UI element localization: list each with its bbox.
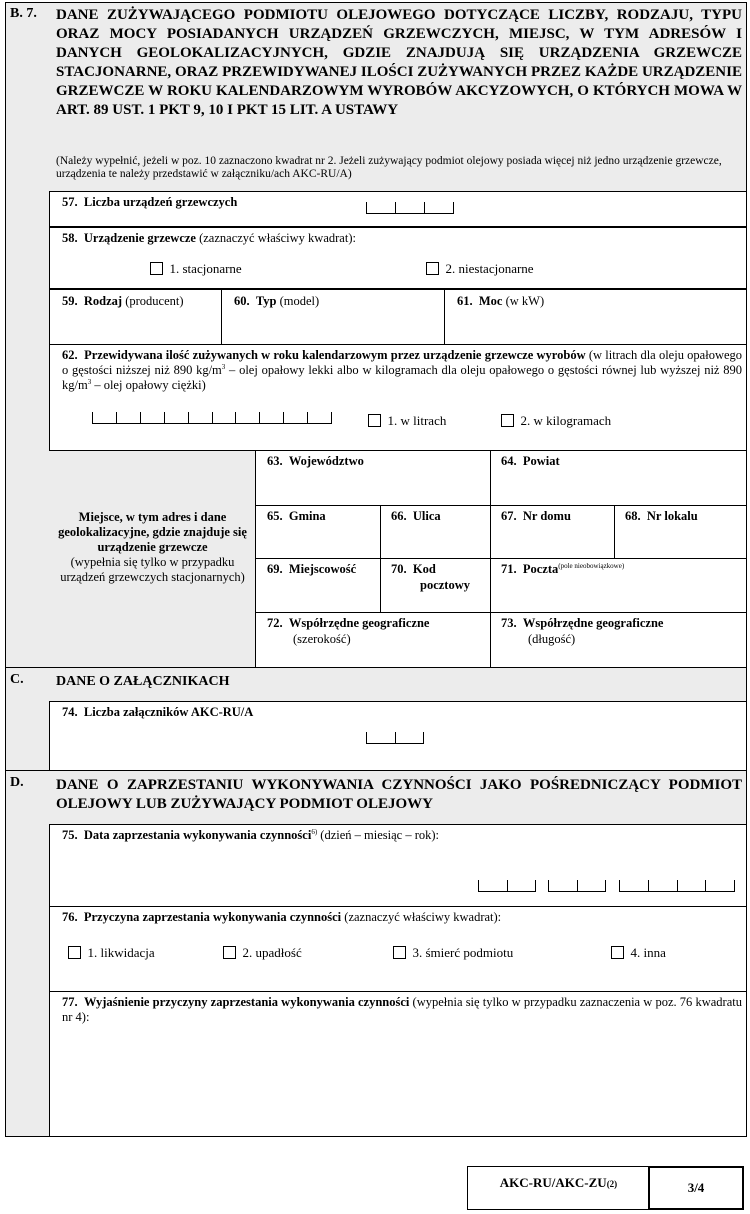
section-d-title: DANE O ZAPRZESTANIU WYKONYWANIA CZYNNOŚCI JAKO POŚREDNICZĄCY PODMIOT OLEJOWY LUB ZUŻYWAJĄCY PODMIOT OLEJOWY [56,777,742,812]
day-comb-input[interactable] [478,880,536,892]
field-75 [49,824,747,907]
field-70-number: 70. [391,562,407,576]
field-63-label: Województwo [288,454,364,468]
field-71-number: 71. [501,562,517,576]
field-61-label: Moc [478,294,503,308]
footer-form-box [467,1166,648,1210]
field-62-hint-a: (w litrach dla oleju opałowego o gęstości niższej niż 890 kg/m [62,348,743,377]
field-71-optional-note: (pole nieobowiązkowe) [558,561,625,570]
field-68-number: 68. [625,509,641,523]
section-b7-note: (Należy wypełnić, jeżeli w poz. 10 zaznaczono kwadrat nr 2. Jeżeli zużywający podmiot olejowy posiada więcej niż jedno urządzenie grzewcze, urządzenia te należy przedstawić w załączniku/ach AKC-RU/A) [56,155,722,180]
field-58-label: Urządzenie grzewcze [83,231,196,245]
other-label: 4. inna [630,945,666,960]
field-75-label: Data zaprzestania wykonywania czynności [83,828,312,842]
section-d-number: D. [10,775,24,790]
field-62-sup-2: 3 [87,377,92,386]
field-65[interactable] [255,505,381,559]
field-69[interactable] [255,558,381,613]
field-76-number: 76. [62,910,78,924]
field-69-number: 69. [267,562,283,576]
year-comb-input[interactable] [619,880,735,892]
field-60[interactable] [221,289,445,345]
non-stationary-label: 2. niestacjonarne [445,261,534,276]
field-64[interactable] [490,450,747,506]
field-60-label: Typ [255,294,277,308]
field-68[interactable] [614,505,747,559]
field-61-number: 61. [457,294,473,308]
field-76-hint: (zaznaczyć właściwy kwadrat): [341,910,502,924]
place-label-note: (wypełnia się tylko w przypadku urządzeń grzewczych stacjonarnych) [60,555,245,584]
place-label [49,510,256,585]
liquidation-checkbox[interactable] [68,946,81,959]
field-58-number: 58. [62,231,78,245]
field-74-label: Liczba załączników AKC-RU/A [83,705,254,719]
place-label-bold: Miejsce, w tym adres i dane geolokalizacyjne, gdzie znajduje się urządzenie grzewcze [58,510,247,554]
death-label: 3. śmierć podmiotu [412,945,514,960]
section-c-number: C. [10,672,24,687]
field-66[interactable] [380,505,491,559]
field-74[interactable] [49,701,747,771]
section-b7-number: B. 7. [10,6,37,21]
field-70[interactable] [380,558,491,613]
field-62-number: 62. [62,348,78,362]
stationary-checkbox[interactable] [150,262,163,275]
field-60-number: 60. [234,294,250,308]
field-75-footnote: 6) [311,827,318,836]
field-59-label: Rodzaj [83,294,123,308]
field-57-number: 57. [62,195,78,209]
field-67[interactable] [490,505,615,559]
liquidation-label: 1. likwidacja [87,945,155,960]
field-77-hint: (wypełnia się tylko w przypadku zaznaczenia w poz. 76 kwadratu nr 4): [62,995,742,1024]
stationary-label: 1. stacjonarne [169,261,242,276]
footer-page-box [648,1166,744,1210]
field-68-label: Nr lokalu [646,509,698,523]
field-73-label: Współrzędne geograficzne [522,616,664,630]
page-number: 3/4 [687,1180,705,1195]
field-76-label: Przyczyna zaprzestania wykonywania czynności [83,910,342,924]
field-70-label-a: Kod [412,562,436,576]
field-59[interactable] [49,289,222,345]
field-71-label: Poczta [522,562,559,576]
field-59-number: 59. [62,294,78,308]
field-74-comb-input[interactable] [366,732,424,744]
field-67-label: Nr domu [522,509,571,523]
field-72-hint: (szerokość) [293,632,351,646]
liters-checkbox[interactable] [368,414,381,427]
field-73-number: 73. [501,616,517,630]
month-comb-input[interactable] [548,880,606,892]
section-b7-title: DANE ZUŻYWAJĄCEGO PODMIOTU OLEJOWEGO DOTYCZĄCE LICZBY, RODZAJU, TYPU ORAZ MOCY POSIADANYCH URZĄDZEŃ GRZEWCZYCH, MIEJSC, W TYM ADRESÓW I DANYCH GEOLOKALIZACYJNYCH, GDZIE ZNAJDUJĄ SIĘ URZĄDZENIA GRZEWCZE STACJONARNE, ORAZ PRZEWIDYWANEJ ILOŚCI ZUŻYWANYCH PRZEZ KAŻDE URZĄDZENIE GRZEWCZE W ROKU KALENDARZOWYM WYROBÓW AKCYZOWYCH, O KTÓRYCH MOWA W ART. 89 UST. 1 PKT 9, 10 I PKT 15 LIT. A USTAWY [56,7,742,118]
footer-form-code: AKC-RU/AKC-ZU [499,1175,607,1190]
field-61-hint: (w kW) [505,294,545,308]
field-62-hint-b: – olej opałowy lekki albo w kilogramach dla oleju opałowego o gęstości równej lub wyższej niż 890 kg/m [62,363,742,392]
field-70-label-b: pocztowy [420,578,470,592]
field-73[interactable] [490,612,747,668]
field-74-number: 74. [62,705,78,719]
footer-form-sub: (2) [606,1179,618,1189]
field-66-number: 66. [391,509,407,523]
field-61[interactable] [444,289,747,345]
field-62-comb-input[interactable] [92,412,332,424]
field-77-label: Wyjaśnienie przyczyny zaprzestania wykonywania czynności [83,995,410,1009]
field-77-number: 77. [62,995,78,1009]
death-checkbox[interactable] [393,946,406,959]
field-71[interactable] [490,558,747,613]
non-stationary-checkbox[interactable] [426,262,439,275]
field-76 [49,906,747,992]
field-65-label: Gmina [288,509,326,523]
field-62-label: Przewidywana ilość zużywanych w roku kalendarzowym przez urządzenie grzewcze wyrobów [84,348,586,362]
field-64-number: 64. [501,454,517,468]
field-57-label: Liczba urządzeń grzewczych [83,195,238,209]
field-62-hint-c: – olej opałowy ciężki) [91,378,206,392]
field-57[interactable] [49,191,747,227]
field-75-hint: (dzień – miesiąc – rok): [317,828,439,842]
bankruptcy-label: 2. upadłość [242,945,302,960]
field-73-hint: (długość) [528,632,576,646]
field-63-number: 63. [267,454,283,468]
field-57-comb-input[interactable] [366,202,454,214]
other-checkbox[interactable] [611,946,624,959]
section-c-title: DANE O ZAŁĄCZNIKACH [56,674,230,689]
field-62-sup-1: 3 [221,362,226,371]
field-63[interactable] [255,450,491,506]
field-58 [49,227,747,289]
field-72-label: Współrzędne geograficzne [288,616,430,630]
field-65-number: 65. [267,509,283,523]
field-75-number: 75. [62,828,78,842]
field-72[interactable] [255,612,491,668]
field-59-hint: (producent) [125,294,184,308]
kilograms-label: 2. w kilogramach [520,413,612,428]
bankruptcy-checkbox[interactable] [223,946,236,959]
field-62 [49,344,747,451]
field-64-label: Powiat [522,454,560,468]
kilograms-checkbox[interactable] [501,414,514,427]
liters-label: 1. w litrach [387,413,447,428]
field-69-label: Miejscowość [288,562,357,576]
field-72-number: 72. [267,616,283,630]
field-77[interactable] [49,991,747,1137]
field-66-label: Ulica [412,509,441,523]
field-58-hint: (zaznaczyć właściwy kwadrat): [199,231,356,245]
field-67-number: 67. [501,509,517,523]
field-60-hint: (model) [279,294,320,308]
